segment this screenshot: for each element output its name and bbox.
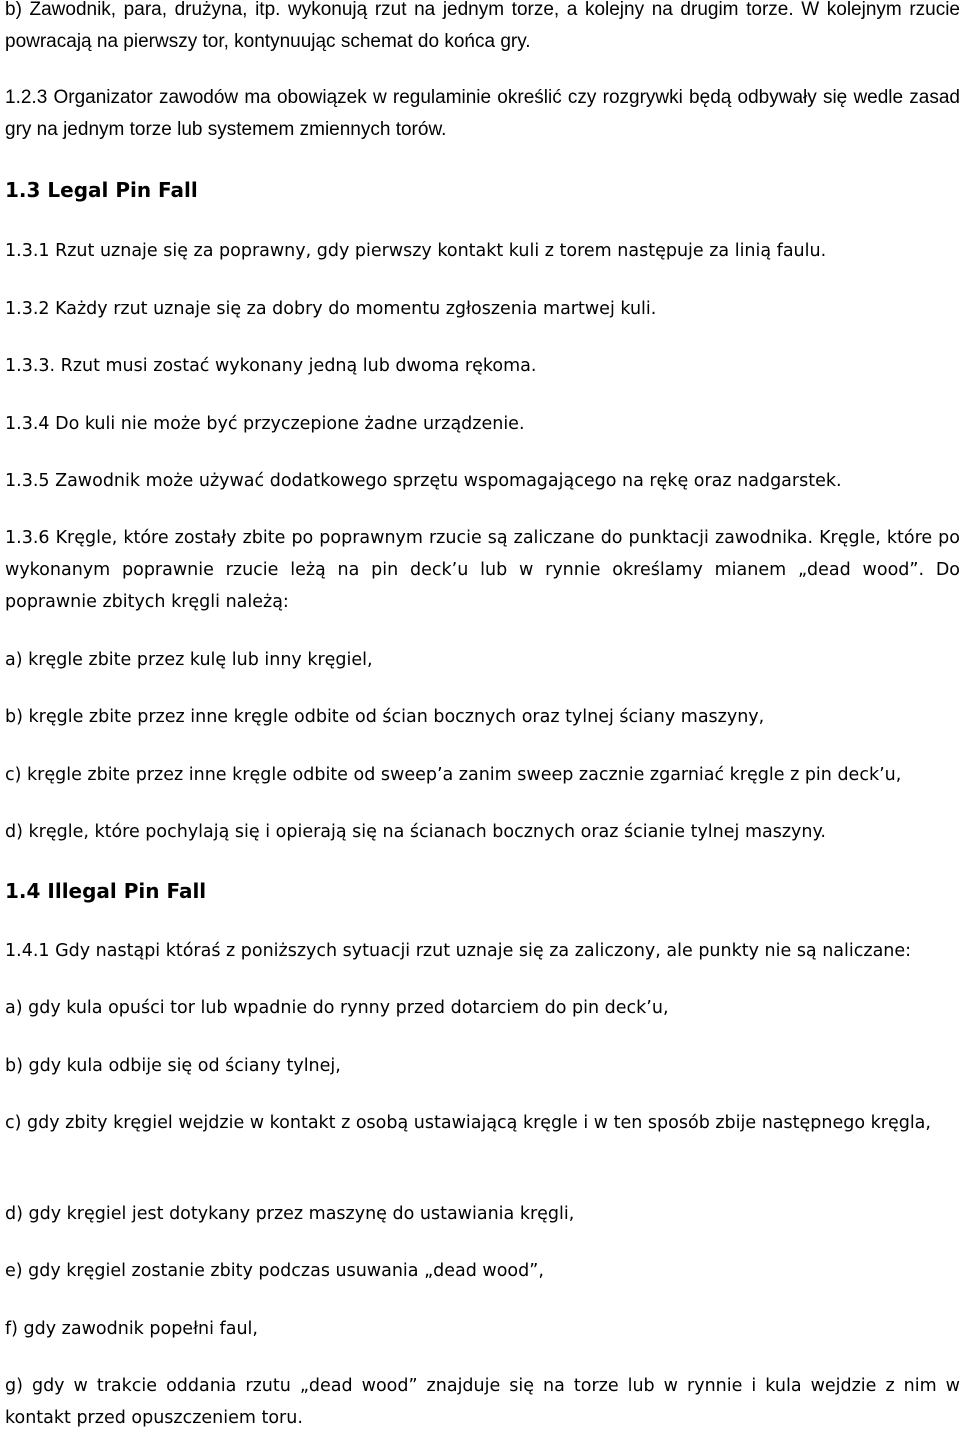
rule-1-3-1: 1.3.1 Rzut uznaje się za poprawny, gdy pierwszy kontakt kuli z torem następuje za linią faulu. xyxy=(5,241,827,261)
illegal-item-e: e) gdy kręgiel zostanie zbity podczas usuwania „dead wood”, xyxy=(5,1261,544,1281)
rule-1-3-5: 1.3.5 Zawodnik może używać dodatkowego sprzętu wspomagającego na rękę oraz nadgarstek. xyxy=(5,471,842,491)
paragraph-rotation-rule: b) Zawodnik, para, drużyna, itp. wykonują rzut na jednym torze, a kolejny na drugim torze. W kolejnym rzucie powracają na pierwszy tor, kontynuując schemat do końca gry. xyxy=(5,0,960,52)
list-item-c: c) kręgle zbite przez inne kręgle odbite od sweep’a zanim sweep zacznie zgarniać kręgle z pin deck’u, xyxy=(5,765,902,785)
illegal-item-b: b) gdy kula odbije się od ściany tylnej, xyxy=(5,1056,341,1076)
list-item-a: a) kręgle zbite przez kulę lub inny kręgiel, xyxy=(5,650,373,670)
list-item-d: d) kręgle, które pochylają się i opierają się na ścianach bocznych oraz ścianie tylnej maszyny. xyxy=(5,822,826,842)
heading-legal-pin-fall: 1.3 Legal Pin Fall xyxy=(5,178,198,202)
list-item-b: b) kręgle zbite przez inne kręgle odbite od ścian bocznych oraz tylnej ściany maszyny, xyxy=(5,707,765,727)
paragraph-1-2-3: 1.2.3 Organizator zawodów ma obowiązek w regulaminie określić czy rozgrywki będą odbywały się wedle zasad gry na jednym torze lub systemem zmiennych torów. xyxy=(5,87,960,140)
rule-1-3-3: 1.3.3. Rzut musi zostać wykonany jedną lub dwoma rękoma. xyxy=(5,356,537,376)
rule-1-4-1: 1.4.1 Gdy nastąpi któraś z poniższych sytuacji rzut uznaje się za zaliczony, ale punkty nie są naliczane: xyxy=(5,941,912,961)
illegal-item-d: d) gdy kręgiel jest dotykany przez maszynę do ustawiania kręgli, xyxy=(5,1204,575,1224)
illegal-item-a: a) gdy kula opuści tor lub wpadnie do rynny przed dotarciem do pin deck’u, xyxy=(5,998,669,1018)
rule-1-3-2: 1.3.2 Każdy rzut uznaje się za dobry do momentu zgłoszenia martwej kuli. xyxy=(5,299,657,319)
rule-1-3-4: 1.3.4 Do kuli nie może być przyczepione żadne urządzenie. xyxy=(5,414,525,434)
rule-1-3-6: 1.3.6 Kręgle, które zostały zbite po poprawnym rzucie są zaliczane do punktacji zawodnika. Kręgle, które po wykonanym poprawnie rzucie leżą na pin deck’u lub w rynnie określamy mianem „dead wood”. Do poprawnie zbitych kręgli należą: xyxy=(5,528,960,612)
heading-illegal-pin-fall: 1.4 Illegal Pin Fall xyxy=(5,879,207,903)
illegal-item-f: f) gdy zawodnik popełni faul, xyxy=(5,1319,258,1339)
illegal-item-c: c) gdy zbity kręgiel wejdzie w kontakt z osobą ustawiającą kręgle i w ten sposób zbije następnego kręgla, xyxy=(5,1113,931,1133)
illegal-item-g: g) gdy w trakcie oddania rzutu „dead wood” znajduje się na torze lub w rynnie i kula wejdzie z nim w kontakt przed opuszczeniem toru. xyxy=(5,1376,960,1428)
